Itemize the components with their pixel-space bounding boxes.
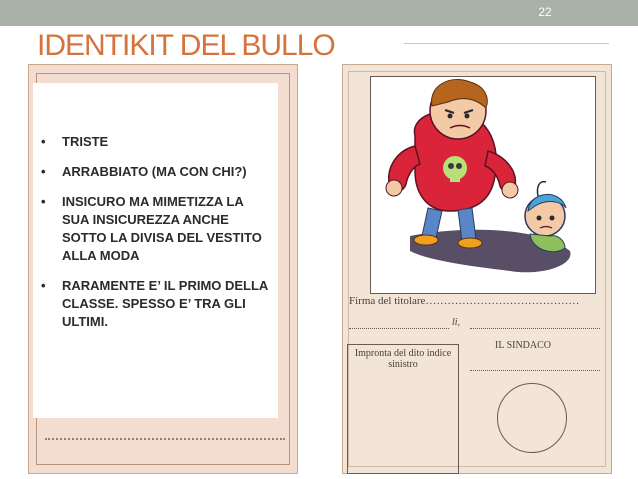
bullet-item bbox=[41, 277, 271, 331]
signature-label: Firma del titolare…………………………………… bbox=[349, 295, 580, 307]
official-stamp-circle bbox=[497, 383, 567, 453]
title-divider bbox=[404, 43, 609, 44]
bully-cartoon-illustration bbox=[370, 76, 596, 294]
bullet-marker: • bbox=[41, 278, 46, 293]
slide-title: IDENTIKIT DEL BULLO bbox=[37, 29, 335, 62]
bullet-item bbox=[41, 163, 271, 181]
slide-number: 22 bbox=[538, 5, 552, 19]
bullet-marker: • bbox=[41, 194, 46, 209]
dotted-line bbox=[45, 438, 285, 440]
bullet-text: TRISTE bbox=[62, 134, 109, 149]
bullet-marker: • bbox=[41, 164, 46, 179]
bullet-list bbox=[41, 133, 271, 343]
dotted-line bbox=[470, 370, 600, 371]
bullet-text: ARRABBIATO (MA CON CHI?) bbox=[62, 164, 247, 179]
bullet-text: RARAMENTE E’ IL PRIMO DELLA CLASSE. SPESSO E’ TRA GLI ULTIMI. bbox=[62, 278, 268, 329]
dotted-line bbox=[470, 328, 600, 329]
bullet-text: INSICURO MA MIMETIZZA LA SUA INSICUREZZA ANCHE SOTTO LA DIVISA DEL VESTITO ALLA MODA bbox=[62, 194, 262, 263]
place-date-label: li, bbox=[452, 317, 461, 328]
mayor-label: IL SINDACO bbox=[495, 340, 552, 351]
bullet-item bbox=[41, 193, 271, 265]
bullet-marker: • bbox=[41, 134, 46, 149]
dotted-line bbox=[349, 328, 449, 329]
fingerprint-label: Impronta del dito indice sinistro bbox=[354, 348, 452, 370]
bullet-item bbox=[41, 133, 271, 151]
